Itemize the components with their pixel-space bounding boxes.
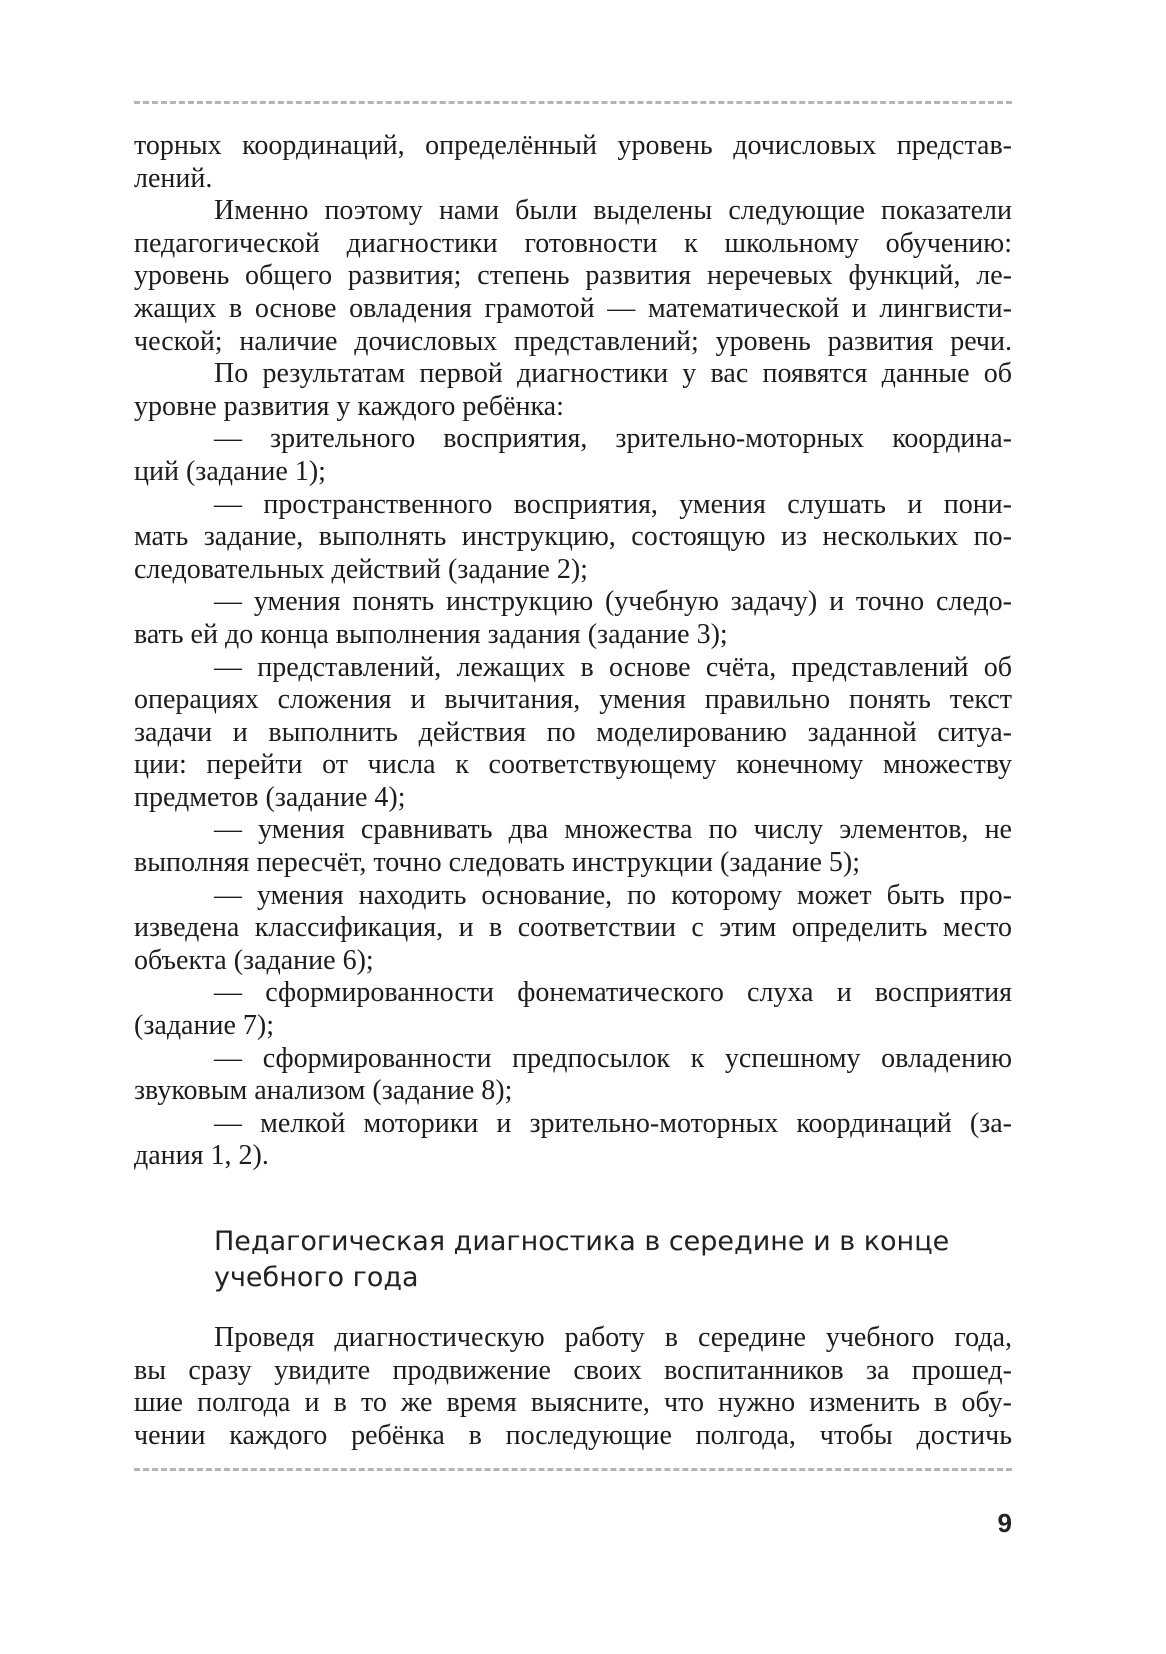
- list-item-line: — зрительного восприятия, зрительно-моторных координа-: [214, 423, 1012, 455]
- section-body-text: [134, 1322, 1012, 1452]
- list-item-line: — сформированности предпосылок к успешному овладению: [214, 1042, 1012, 1074]
- list-item-line: объекта (задание 6);: [134, 944, 374, 976]
- text-line: уровне развития у каждого ребёнка:: [134, 390, 564, 422]
- text-line: педагогической диагностики готовности к школьному обучению:: [134, 227, 1012, 259]
- top-dashed-divider: [134, 101, 1012, 104]
- list-item-line: — представлений, лежащих в основе счёта, представлений об: [214, 651, 1012, 683]
- text-line: чении каждого ребёнка в последующие полгода, чтобы достичь: [134, 1419, 1012, 1451]
- list-item-line: задачи и выполнить действия по моделированию заданной ситуа-: [134, 716, 1012, 748]
- list-item-line: вать ей до конца выполнения задания (задание 3);: [134, 618, 728, 650]
- list-item-line: операциях сложения и вычитания, умения правильно понять текст: [134, 684, 1012, 716]
- list-item-line: — умения понять инструкцию (учебную задачу) и точно следо-: [214, 586, 1012, 618]
- section-heading-line: учебного года: [214, 1262, 419, 1293]
- list-item-line: выполняя пересчёт, точно следовать инструкции (задание 5);: [134, 847, 861, 879]
- page-number: 9: [997, 1508, 1012, 1538]
- list-item-line: — умения сравнивать два множества по числу элементов, не: [214, 814, 1012, 846]
- list-item-line: — сформированности фонематического слуха и восприятия: [214, 977, 1012, 1009]
- text-line: жащих в основе овладения грамотой — математической и лингвисти-: [134, 292, 1012, 324]
- body-text: [134, 130, 1012, 1173]
- list-item-line: — пространственного восприятия, умения слушать и пони-: [214, 488, 1012, 520]
- list-item-line: — мелкой моторики и зрительно-моторных координаций (за-: [214, 1107, 1012, 1139]
- text-line: вы сразу увидите продвижение своих воспитанников за прошед-: [134, 1354, 1012, 1386]
- text-line: Проведя диагностическую работу в середине учебного года,: [214, 1322, 1012, 1353]
- text-line: Именно поэтому нами были выделены следующие показатели: [214, 195, 1012, 227]
- section-heading-line: Педагогическая диагностика в середине и в конце: [214, 1226, 950, 1257]
- text-line: шие полгода и в то же время выясните, что нужно изменить в обу-: [134, 1387, 1012, 1419]
- text-line: торных координаций, определённый уровень дочисловых представ-: [134, 130, 1012, 161]
- text-line: лений.: [134, 162, 213, 194]
- list-item-line: изведена классификация, и в соответствии с этим определить место: [134, 912, 1012, 944]
- bottom-dashed-divider: [134, 1468, 1012, 1471]
- list-item-line: следовательных действий (задание 2);: [134, 553, 588, 585]
- list-item-line: дания 1, 2).: [134, 1140, 269, 1172]
- list-item-line: — умения находить основание, по которому может быть про-: [214, 879, 1012, 911]
- list-item-line: (задание 7);: [134, 1010, 274, 1042]
- list-item-line: звуковым анализом (задание 8);: [134, 1075, 513, 1107]
- list-item-line: ции: перейти от числа к соответствующему конечному множеству: [134, 749, 1012, 781]
- list-item-line: предметов (задание 4);: [134, 781, 406, 813]
- text-line: По результатам первой диагностики у вас появятся данные об: [214, 358, 1012, 390]
- list-item-line: мать задание, выполнять инструкцию, состоящую из нескольких по-: [134, 521, 1012, 553]
- list-item-line: ций (задание 1);: [134, 455, 326, 487]
- text-line: уровень общего развития; степень развития неречевых функций, ле-: [134, 260, 1012, 292]
- section-heading: [214, 1224, 994, 1296]
- text-line: ческой; наличие дочисловых представлений; уровень развития речи.: [134, 325, 1012, 357]
